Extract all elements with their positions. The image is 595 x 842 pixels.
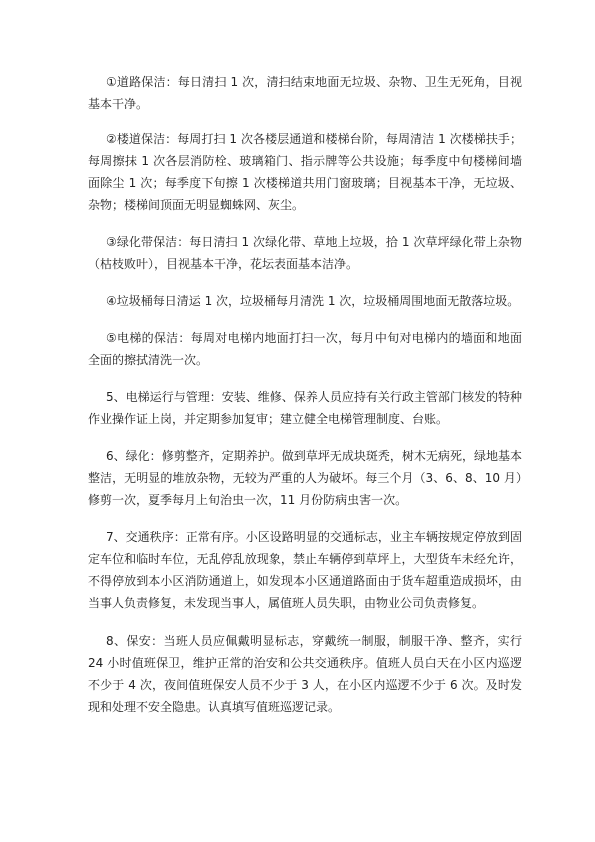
paragraph-greenbelt-cleaning: ③绿化带保洁：每日清扫 1 次绿化带、草地上垃圾，拾 1 次草坪绿化带上杂物（枯枝败叶），目视基本干净，花坛表面基本洁净。 <box>88 235 522 271</box>
paragraph-elevator-cleaning: ⑤电梯的保洁：每周对电梯内地面打扫一次，每月中旬对电梯内的墙面和地面全面的擦拭清洗一次。 <box>88 331 522 367</box>
paragraph-stairway-cleaning: ②楼道保洁：每周打扫 1 次各楼层通道和楼梯台阶，每周清洁 1 次楼梯扶手；每周擦抹 1 次各层消防栓、玻璃箱门、指示牌等公共设施；每季度中旬楼梯间墙面除尘 1 次；每季度下旬擦 1 次楼梯道共用门窗玻璃；目视基本干净，无垃圾、杂物；楼梯间顶面无明显蜘蛛网、灰尘。 <box>88 132 522 212</box>
paragraph-road-cleaning: ①道路保洁：每日清扫 1 次，清扫结束地面无垃圾、杂物、卫生无死角，目视基本干净。 <box>88 75 522 111</box>
paragraph-trash-bins: ④垃圾桶每日清运 1 次，垃圾桶每月清洗 1 次，垃圾桶周围地面无散落垃圾。 <box>106 294 520 308</box>
paragraph-security: 8、保安：当班人员应佩戴明显标志，穿戴统一制服，制服干净、整齐，实行 24 小时值班保卫，维护正常的治安和公共交通秩序。值班人员白天在小区内巡逻不少于 4 次，夜间值班保安人员不少于 3 人，在小区内巡逻不少于 6 次。及时发现和处理不安全隐患。认真填写值班巡逻记录。 <box>88 634 522 714</box>
paragraph-elevator-operation: 5、电梯运行与管理：安装、维修、保养人员应持有关行政主管部门核发的特种作业操作证上岗，并定期参加复审；建立健全电梯管理制度、台账。 <box>88 390 522 426</box>
paragraph-traffic-order: 7、交通秩序：正常有序。小区设路明显的交通标志，业主车辆按规定停放到固定车位和临时车位，无乱停乱放现象，禁止车辆停到草坪上，大型货车未经允许，不得停放到本小区消防通道上，如发现本小区通道路面由于货车超重造成损坏，由当事人负责修复，未发现当事人，属值班人员失职，由物业公司负责修复。 <box>88 530 522 610</box>
paragraph-greening: 6、绿化：修剪整齐，定期养护。做到草坪无成块斑秃，树木无病死，绿地基本整洁，无明显的堆放杂物，无较为严重的人为破坏。每三个月（3、6、8、10 月）修剪一次，夏季每月上旬治虫一次，11 月份防病虫害一次。 <box>88 449 522 507</box>
